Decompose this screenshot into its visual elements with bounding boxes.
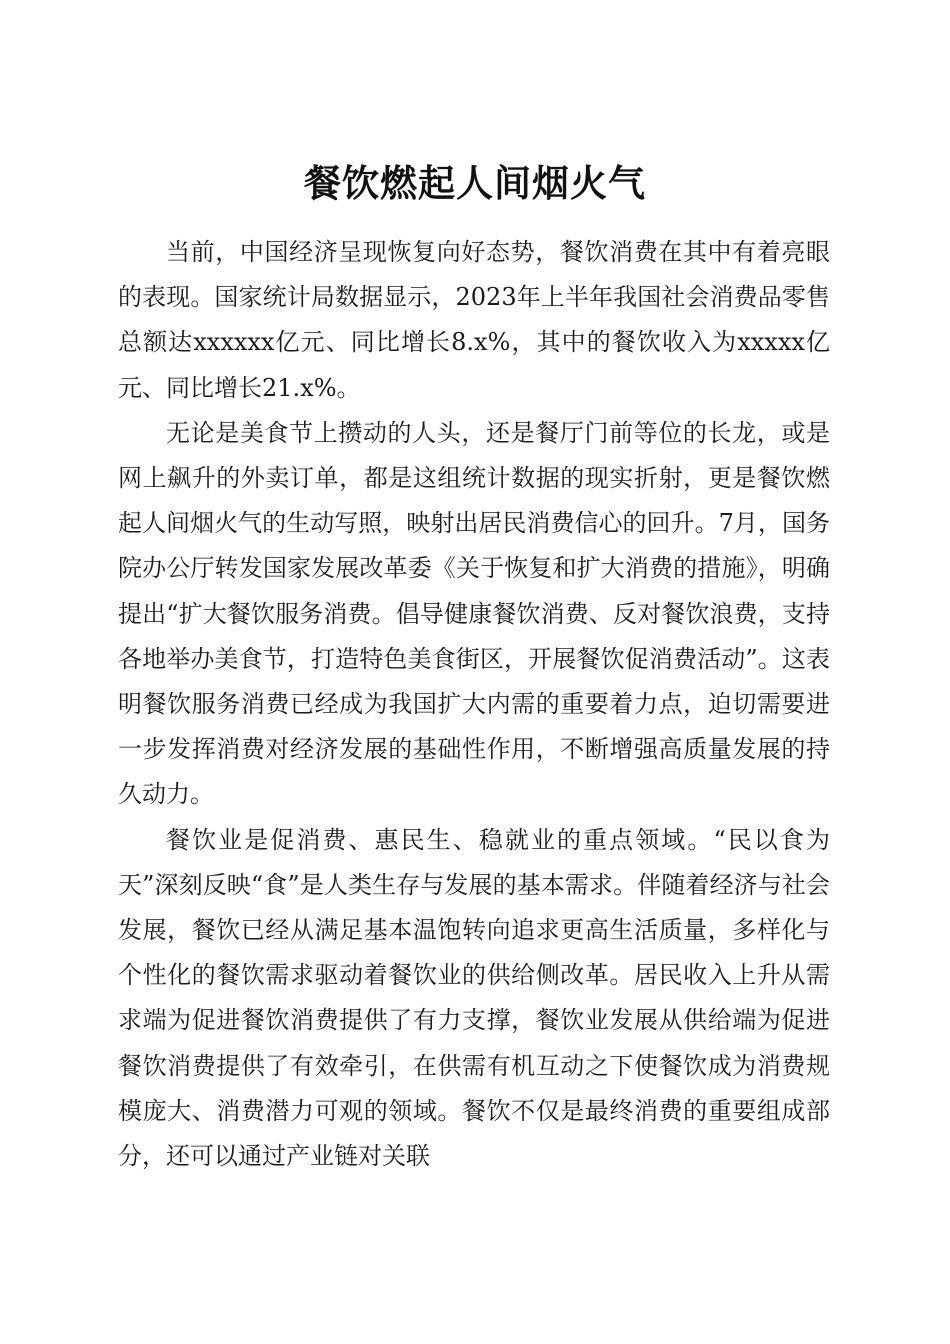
paragraph-3: 餐饮业是促消费、惠民生、稳就业的重点领域。“民以食为天”深刻反映“食”是人类生存与发展的基本需求。伴随着经济与社会发展，餐饮已经从满足基本温饱转向追求更高生活质量，多样化与个性化的餐饮需求驱动着餐饮业的供给侧改革。居民收入上升从需求端为促进餐饮消费提供了有力支撑，餐饮业发展从供给端为促进餐饮消费提供了有效牵引，在供需有机互动之下使餐饮成为消费规模庞大、消费潜力可观的领域。餐饮不仅是最终消费的重要组成部分，还可以通过产业链对关联 <box>118 825 830 1171</box>
document-title: 餐饮燃起人间烟火气 <box>304 160 646 205</box>
paragraph-1: 当前，中国经济呈现恢复向好态势，餐饮消费在其中有着亮眼的表现。国家统计局数据显示，2023年上半年我国社会消费品零售总额达xxxxxx亿元、同比增长8.x%，其中的餐饮收入为xxxxx亿元、同比增长21.x%。 <box>118 238 830 402</box>
paragraph-2: 无论是美食节上攒动的人头，还是餐厅门前等位的长龙，或是网上飙升的外卖订单，都是这组统计数据的现实折射，更是餐饮燃起人间烟火气的生动写照，映射出居民消费信心的回升。7月，国务院办公厅转发国家发展改革委《关于恢复和扩大消费的措施》，明确提出“扩大餐饮服务消费。倡导健康餐饮消费、反对餐饮浪费，支持各地举办美食节，打造特色美食街区，开展餐饮促消费活动”。这表明餐饮服务消费已经成为我国扩大内需的重要着力点，迫切需要进一步发挥消费对经济发展的基础性作用，不断增强高质量发展的持久动力。 <box>118 418 830 809</box>
document-body <box>118 230 830 1179</box>
